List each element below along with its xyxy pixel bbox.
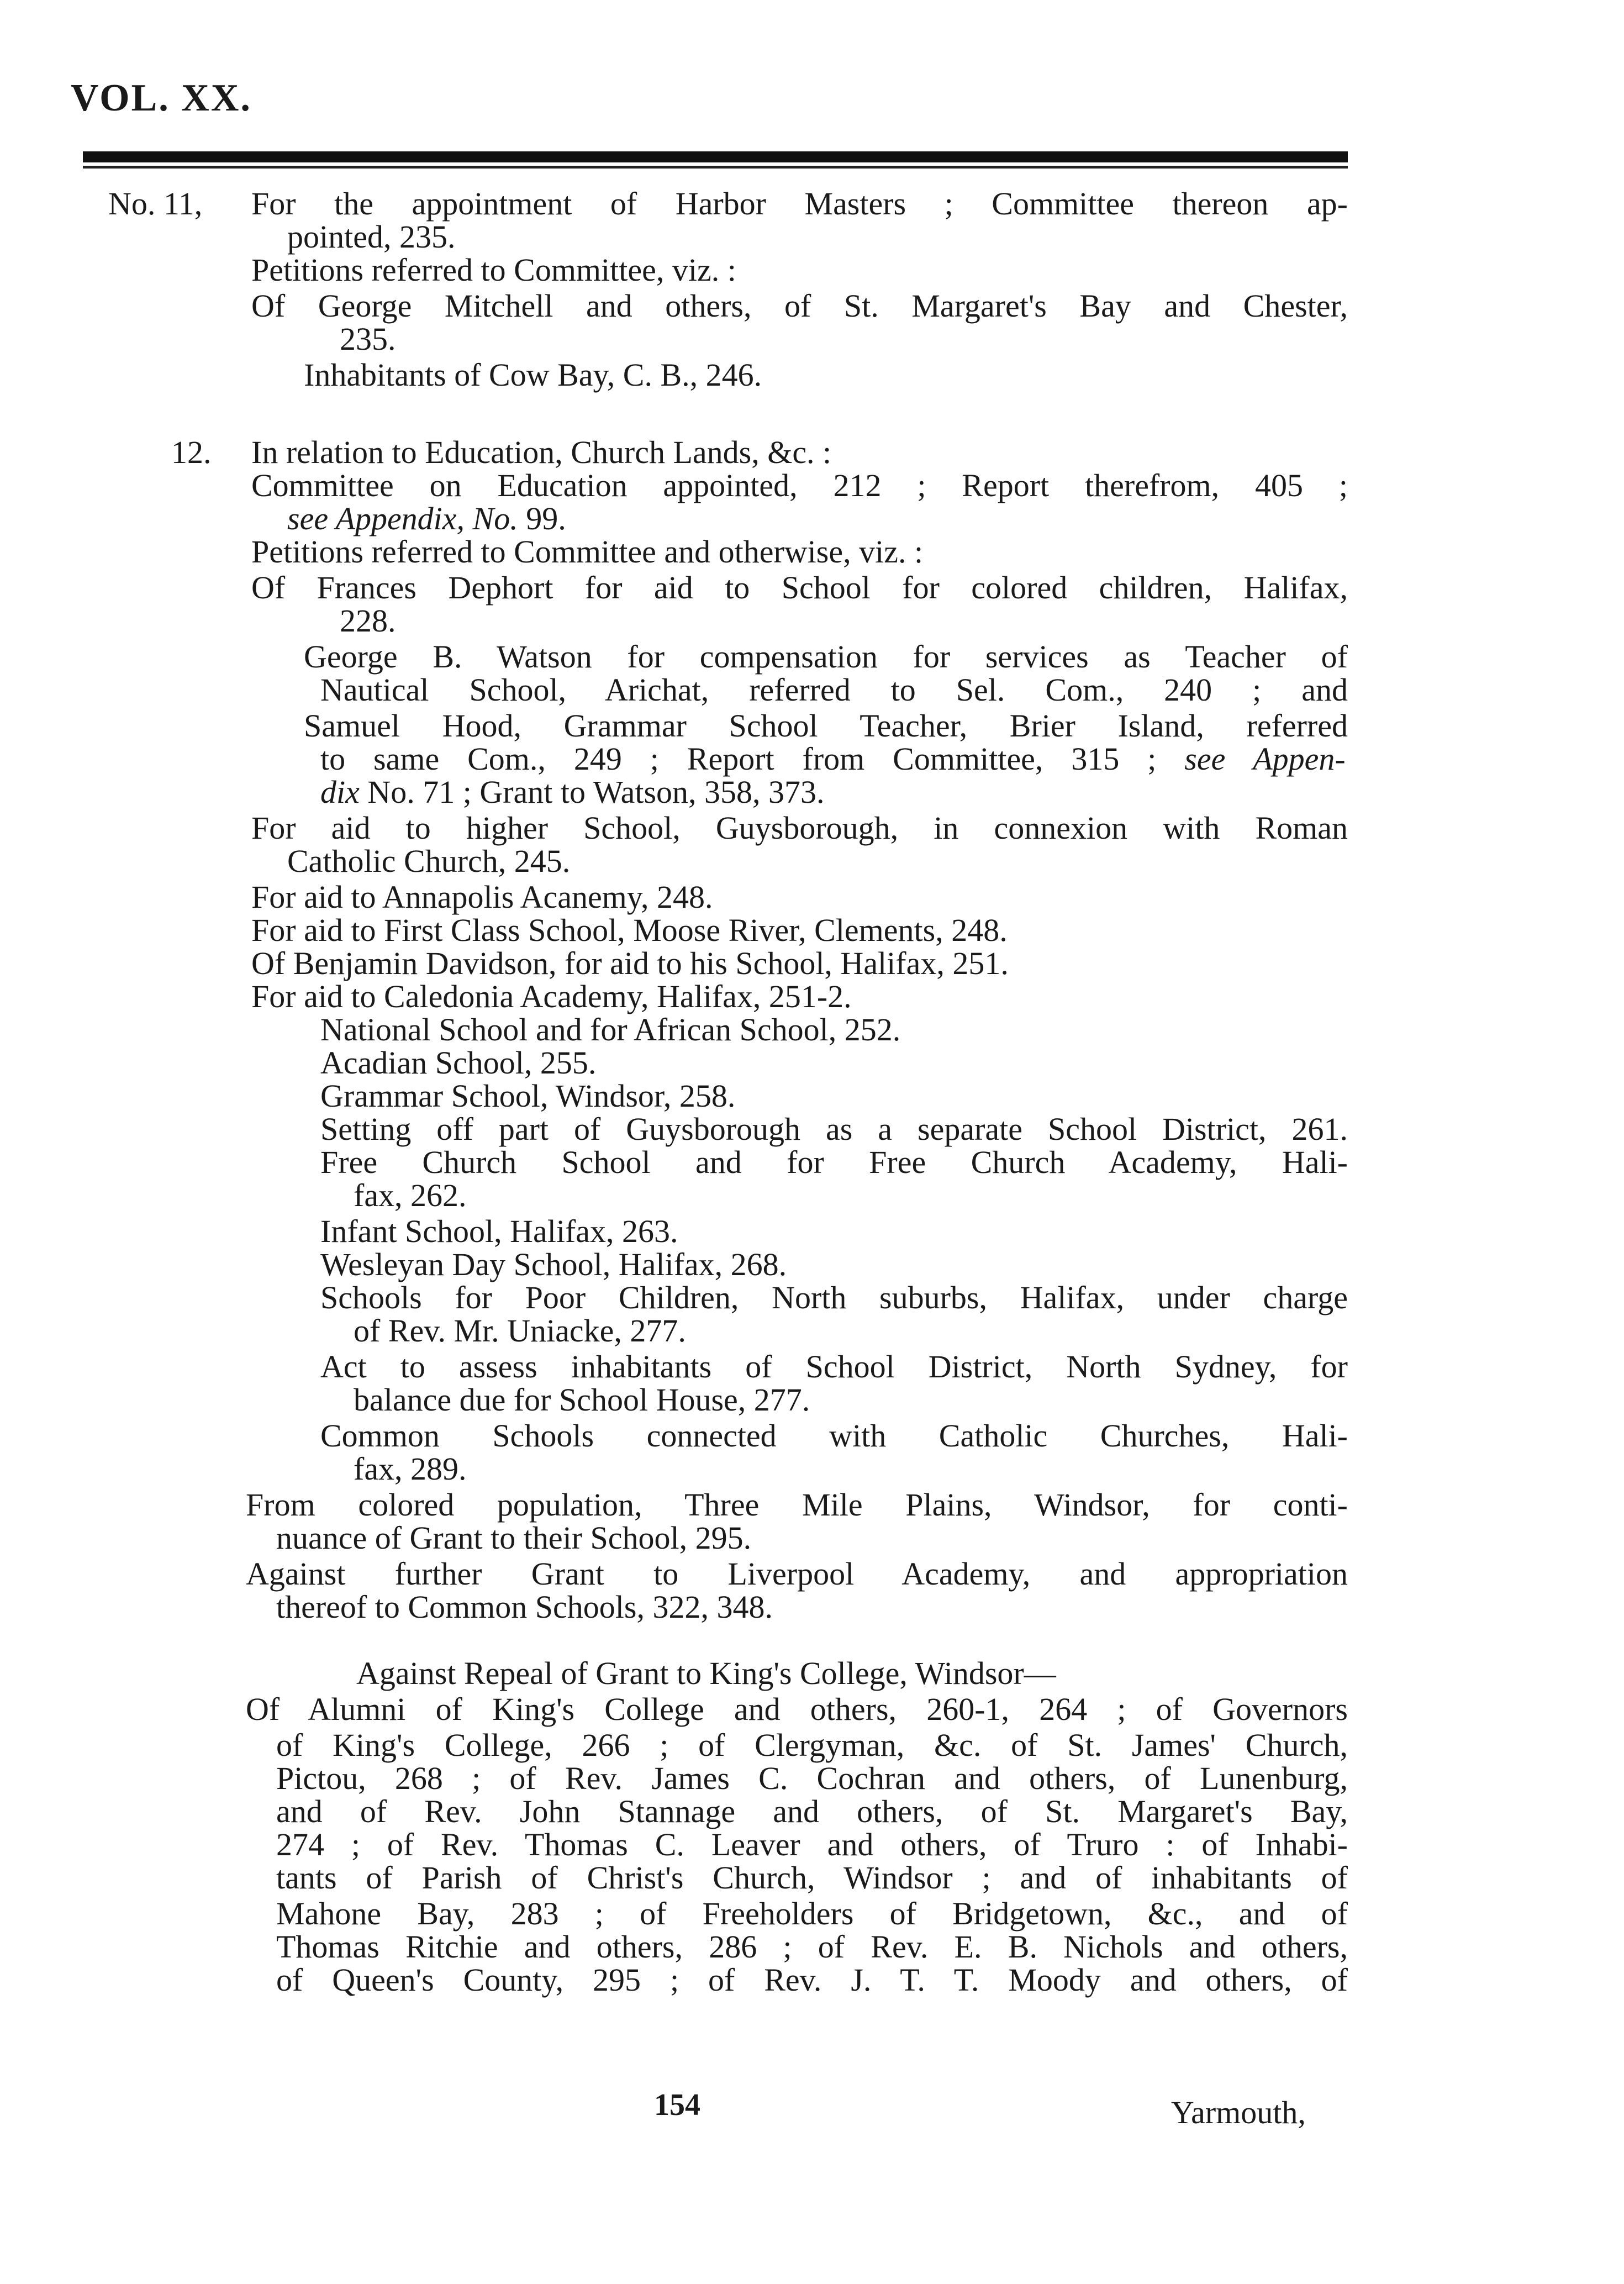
entry-line: Free Church School and for Free Church Academy, Hali- (320, 1144, 1348, 1180)
entry-line: pointed, 235. (287, 219, 456, 255)
entry-line: Act to assess inhabitants of School District, North Sydney, for (320, 1349, 1348, 1385)
entry-line: see Appendix, No. 99. (287, 501, 566, 536)
entry-line: 235. (340, 321, 396, 357)
entry-line: Inhabitants of Cow Bay, C. B., 246. (304, 357, 762, 393)
entry-line: tants of Parish of Christ's Church, Windsor ; and of inhabitants of (276, 1860, 1348, 1896)
entry-line: and of Rev. John Stannage and others, of St. Margaret's Bay, (276, 1793, 1348, 1829)
item-number-11: No. 11, (108, 186, 203, 222)
item-number-12: 12. (171, 434, 212, 470)
entry-line: Wesleyan Day School, Halifax, 268. (320, 1246, 787, 1282)
entry-line: Against further Grant to Liverpool Academy, and appropriation (246, 1556, 1348, 1592)
entry-line: Committee on Education appointed, 212 ; Report therefrom, 405 ; (251, 467, 1348, 503)
entry-line: Mahone Bay, 283 ; of Freeholders of Bridgetown, &c., and of (276, 1896, 1348, 1932)
entry-line: Pictou, 268 ; of Rev. James C. Cochran and others, of Lunenburg, (276, 1760, 1348, 1796)
entry-line: 274 ; of Rev. Thomas C. Leaver and others, of Truro : of Inhabi- (276, 1827, 1348, 1862)
entry-line: balance due for School House, 277. (354, 1382, 810, 1418)
entry-line: Common Schools connected with Catholic Churches, Hali- (320, 1418, 1348, 1454)
entry-line: to same Com., 249 ; Report from Committee, 315 ; see Appen- (320, 741, 1346, 777)
header-rule-thin (83, 166, 1348, 169)
entry-line: Of Benjamin Davidson, for aid to his School, Halifax, 251. (251, 945, 1009, 981)
entry-line: nuance of Grant to their School, 295. (276, 1520, 752, 1556)
entry-line: Of Alumni of King's College and others, 260-1, 264 ; of Governors (246, 1691, 1348, 1727)
entry-line: Schools for Poor Children, North suburbs, Halifax, under charge (320, 1280, 1348, 1315)
entry-line: Of Frances Dephort for aid to School for colored children, Halifax, (251, 570, 1348, 606)
entry-line: Catholic Church, 245. (287, 843, 571, 879)
entry-line: In relation to Education, Church Lands, &c. : (251, 434, 832, 470)
entry-line: dix No. 71 ; Grant to Watson, 358, 373. (320, 774, 825, 810)
entry-line: thereof to Common Schools, 322, 348. (276, 1589, 773, 1625)
entry-line: fax, 289. (354, 1451, 467, 1487)
entry-line: fax, 262. (354, 1177, 467, 1213)
entry-line: For aid to First Class School, Moose River, Clements, 248. (251, 912, 1008, 948)
entry-line: From colored population, Three Mile Plains, Windsor, for conti- (246, 1487, 1348, 1523)
entry-line: Infant School, Halifax, 263. (320, 1213, 678, 1249)
entry-line: Setting off part of Guysborough as a separate School District, 261. (320, 1111, 1348, 1147)
catchword: Yarmouth, (1171, 2094, 1306, 2130)
entry-line: 228. (340, 603, 396, 639)
entry-line: Petitions referred to Committee, viz. : (251, 252, 736, 288)
entry-line: Of George Mitchell and others, of St. Margaret's Bay and Chester, (251, 288, 1348, 324)
entry-line: of Rev. Mr. Uniacke, 277. (354, 1313, 686, 1349)
entry-line: Against Repeal of Grant to King's College, Windsor— (356, 1655, 1056, 1691)
entry-line: For aid to Caledonia Academy, Halifax, 251-2. (251, 978, 852, 1014)
entry-line: Nautical School, Arichat, referred to Sel. Com., 240 ; and (320, 672, 1348, 708)
entry-line: For aid to higher School, Guysborough, in connexion with Roman (251, 810, 1348, 846)
entry-line: For aid to Annapolis Acanemy, 248. (251, 879, 713, 915)
volume-header: VOL. XX. (71, 77, 252, 119)
entry-line: George B. Watson for compensation for services as Teacher of (304, 639, 1348, 675)
entry-line: Grammar School, Windsor, 258. (320, 1078, 736, 1114)
header-rule (83, 151, 1348, 162)
entry-line: Acadian School, 255. (320, 1045, 597, 1081)
entry-line: For the appointment of Harbor Masters ; Committee thereon ap- (251, 186, 1348, 222)
entry-line: Samuel Hood, Grammar School Teacher, Brier Island, referred (304, 708, 1348, 744)
entry-line: of King's College, 266 ; of Clergyman, &c. of St. James' Church, (276, 1727, 1348, 1763)
entry-line: of Queen's County, 295 ; of Rev. J. T. T. Moody and others, of (276, 1962, 1348, 1998)
entry-line: Petitions referred to Committee and otherwise, viz. : (251, 534, 924, 570)
entry-line: Thomas Ritchie and others, 286 ; of Rev. E. B. Nichols and others, (276, 1929, 1348, 1965)
entry-line: National School and for African School, 252. (320, 1012, 901, 1048)
page-number: 154 (654, 2088, 700, 2122)
